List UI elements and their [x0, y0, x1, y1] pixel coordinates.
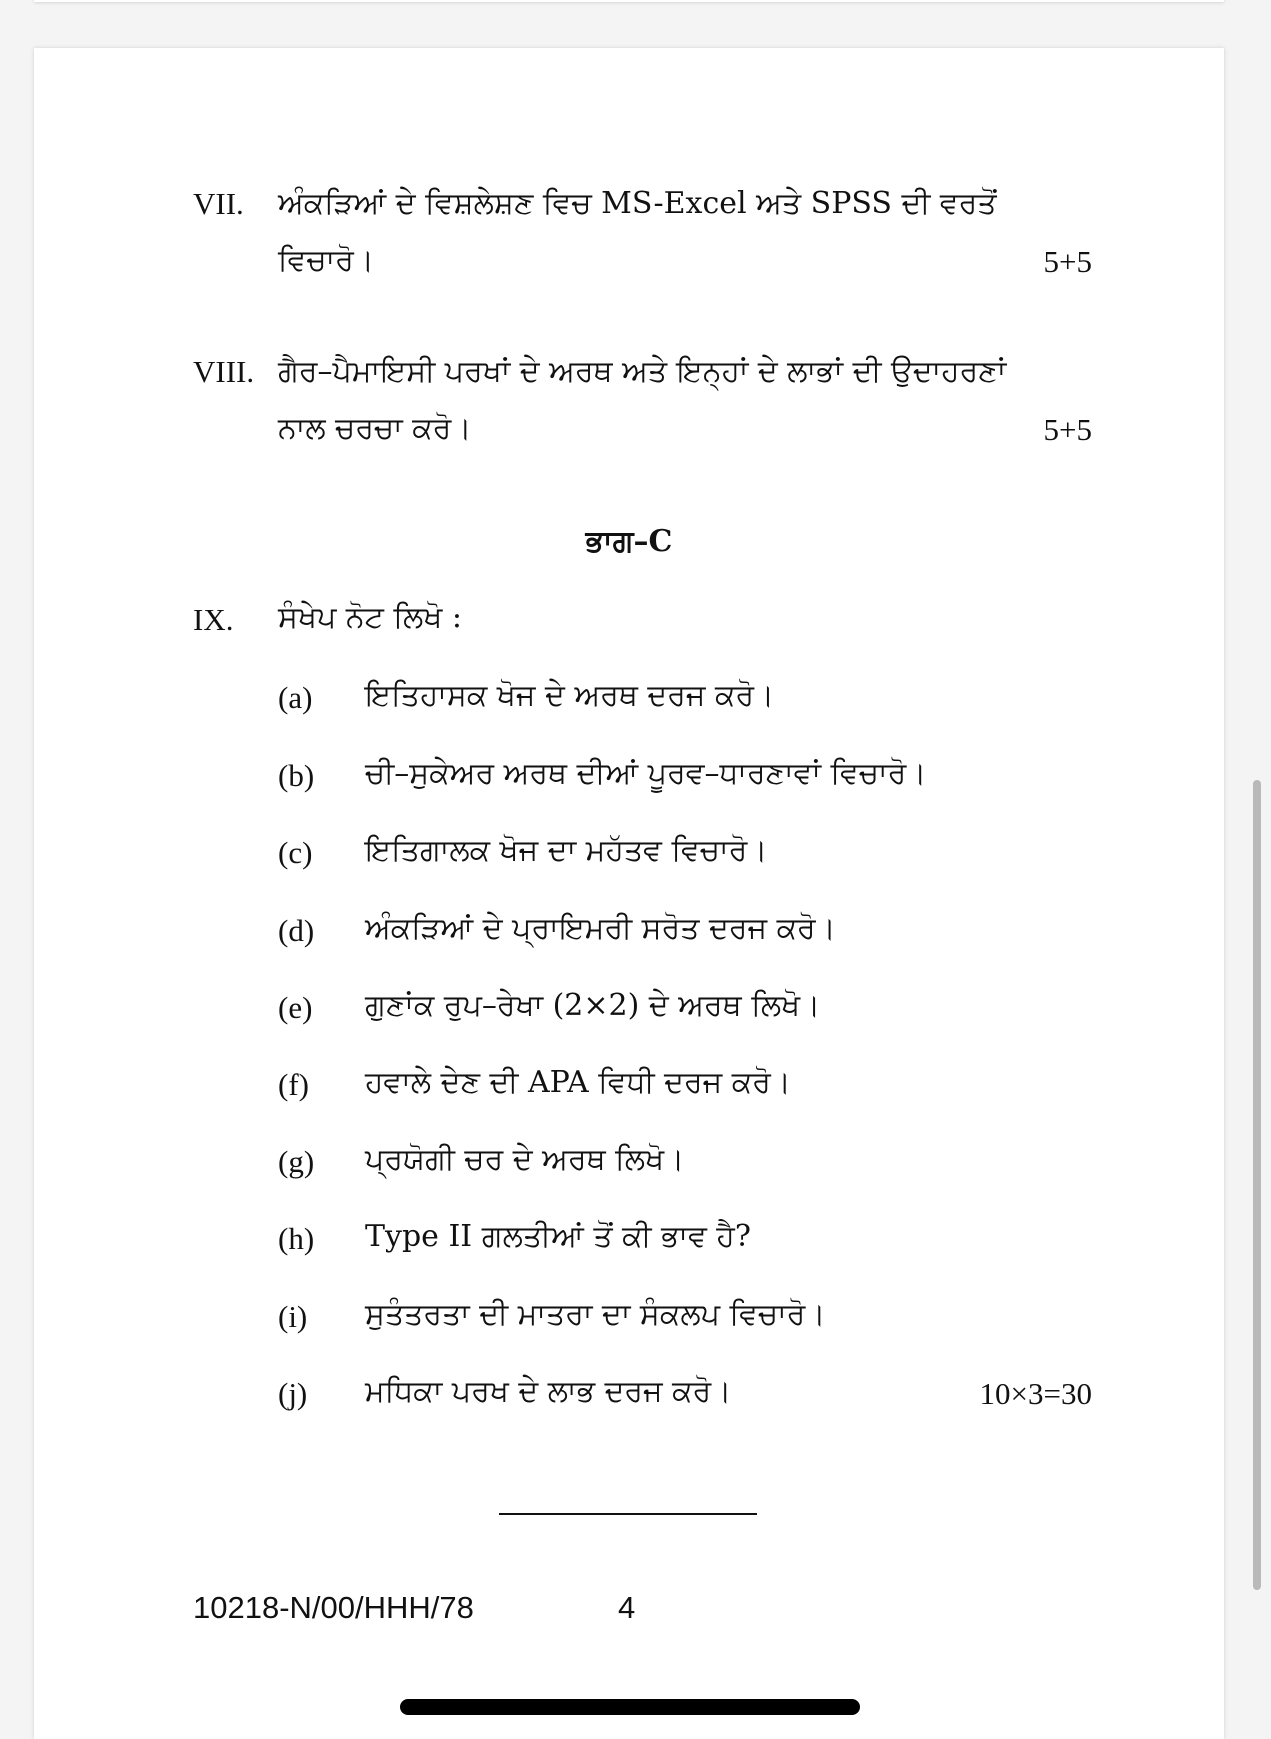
question-text-line1: ਅੰਕੜਿਆਂ ਦੇ ਵਿਸ਼ਲੇਸ਼ਣ ਵਿਚ MS-Excel ਅਤੇ SPSS ਦੀ ਵਰਤੋਂ	[278, 186, 997, 221]
sub-item-label: (a)	[278, 680, 313, 715]
sub-item-text: ਇਤਿਗਾਲਕ ਖੋਜ ਦਾ ਮਹੱਤਵ ਵਿਚਾਰੋ।	[365, 833, 768, 868]
sub-item-text: ਅੰਕੜਿਆਂ ਦੇ ਪ੍ਰਾਇਮਰੀ ਸਰੋਤ ਦਰਜ ਕਰੋ।	[365, 911, 836, 946]
scrollbar[interactable]	[1253, 780, 1261, 1590]
sub-item-text: Type II ਗਲਤੀਆਂ ਤੋਂ ਕੀ ਭਾਵ ਹੈ?	[365, 1219, 751, 1254]
sub-item-label: (j)	[278, 1376, 308, 1411]
previous-page-edge	[34, 0, 1224, 2]
sub-item-label: (d)	[278, 913, 315, 948]
sub-item-label: (g)	[278, 1144, 315, 1179]
sub-item-text: ਸੁਤੰਤਰਤਾ ਦੀ ਮਾਤਰਾ ਦਾ ਸੰਕਲਪ ਵਿਚਾਰੋ।	[365, 1297, 826, 1332]
question-text-line2: ਵਿਚਾਰੋ।	[278, 243, 375, 278]
question-marks: 5+5	[1043, 412, 1092, 447]
sub-item-text: ਇਤਿਹਾਸਕ ਖੋਜ ਦੇ ਅਰਥ ਦਰਜ ਕਰੋ।	[365, 678, 775, 713]
end-rule	[499, 1513, 757, 1515]
question-marks: 5+5	[1043, 244, 1092, 279]
sub-item-text: ਮਧਿਕਾ ਪਰਖ ਦੇ ਲਾਭ ਦਰਜ ਕਰੋ।	[365, 1374, 732, 1409]
sub-item-text: ਹਵਾਲੇ ਦੇਣ ਦੀ APA ਵਿਧੀ ਦਰਜ ਕਰੋ।	[365, 1065, 792, 1100]
sub-item-label: (c)	[278, 835, 313, 870]
sub-item-text: ਪ੍ਰਯੋਗੀ ਚਰ ਦੇ ਅਰਥ ਲਿਖੋ।	[365, 1142, 685, 1177]
page-number: 4	[618, 1590, 636, 1625]
sub-item-label: (i)	[278, 1299, 308, 1334]
paper-code: 10218-N/00/HHH/78	[193, 1590, 474, 1625]
home-indicator[interactable]	[400, 1699, 860, 1715]
question-text: ਸੰਖੇਪ ਨੋਟ ਲਿਖੋ :	[278, 600, 463, 635]
question-number: VIII.	[193, 354, 255, 389]
sub-item-label: (e)	[278, 990, 313, 1025]
question-marks: 10×3=30	[979, 1376, 1092, 1411]
question-number: VII.	[193, 186, 244, 221]
question-text-line2: ਨਾਲ ਚਰਚਾ ਕਰੋ।	[278, 411, 472, 446]
sub-item-label: (h)	[278, 1221, 315, 1256]
document-page	[34, 48, 1224, 1739]
question-number: IX.	[193, 602, 234, 637]
section-heading: ਭਾਗ–C	[585, 524, 673, 559]
sub-item-label: (b)	[278, 758, 315, 793]
sub-item-label: (f)	[278, 1067, 309, 1102]
sub-item-text: ਚੀ–ਸੁਕੇਅਰ ਅਰਥ ਦੀਆਂ ਪੂਰਵ–ਧਾਰਣਾਵਾਂ ਵਿਚਾਰੋ।	[365, 756, 927, 791]
sub-item-text: ਗੁਣਾਂਕ ਰੁਪ–ਰੇਖਾ (2×2) ਦੇ ਅਰਥ ਲਿਖੋ।	[365, 988, 821, 1023]
question-text-line1: ਗੈਰ–ਪੈਮਾਇਸੀ ਪਰਖਾਂ ਦੇ ਅਰਥ ਅਤੇ ਇਨ੍ਹਾਂ ਦੇ ਲਾਭਾਂ ਦੀ ਉਦਾਹਰਣਾਂ	[278, 354, 1007, 389]
